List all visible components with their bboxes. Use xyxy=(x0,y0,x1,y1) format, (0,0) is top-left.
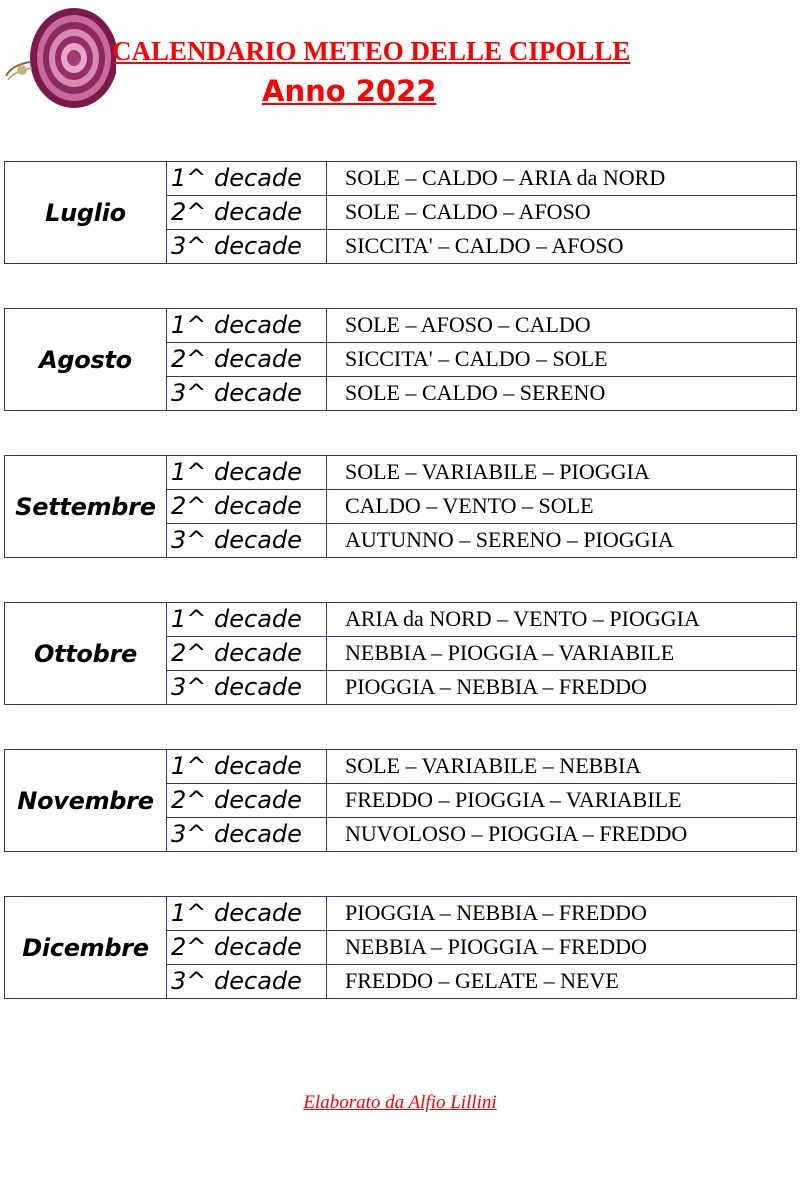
decade-label: 2^ decade xyxy=(167,490,327,524)
month-table-luglio xyxy=(4,161,797,264)
weather-forecast: SOLE – VARIABILE – PIOGGIA xyxy=(327,456,797,490)
weather-forecast: SOLE – CALDO – AFOSO xyxy=(327,196,797,230)
weather-forecast: FREDDO – GELATE – NEVE xyxy=(327,965,797,999)
weather-forecast: NEBBIA – PIOGGIA – VARIABILE xyxy=(327,637,797,671)
weather-forecast: AUTUNNO – SERENO – PIOGGIA xyxy=(327,524,797,558)
month-table-ottobre xyxy=(4,602,797,705)
weather-forecast: NEBBIA – PIOGGIA – FREDDO xyxy=(327,931,797,965)
weather-forecast: PIOGGIA – NEBBIA – FREDDO xyxy=(327,671,797,705)
weather-forecast: SOLE – CALDO – ARIA da NORD xyxy=(327,162,797,196)
red-onion-icon xyxy=(4,2,116,114)
table-row xyxy=(5,897,797,931)
table-row xyxy=(5,456,797,490)
weather-forecast: NUVOLOSO – PIOGGIA – FREDDO xyxy=(327,818,797,852)
decade-label: 3^ decade xyxy=(167,524,327,558)
weather-forecast: SOLE – VARIABILE – NEBBIA xyxy=(327,750,797,784)
page-title: CALENDARIO METEO DELLE CIPOLLE xyxy=(112,36,631,66)
month-name: Settembre xyxy=(5,456,167,558)
weather-forecast: PIOGGIA – NEBBIA – FREDDO xyxy=(327,897,797,931)
weather-forecast: SICCITA' – CALDO – AFOSO xyxy=(327,230,797,264)
decade-label: 3^ decade xyxy=(167,965,327,999)
month-table-agosto xyxy=(4,308,797,411)
month-name: Ottobre xyxy=(5,603,167,705)
weather-forecast: SICCITA' – CALDO – SOLE xyxy=(327,343,797,377)
month-name: Luglio xyxy=(5,162,167,264)
decade-label: 3^ decade xyxy=(167,377,327,411)
decade-label: 3^ decade xyxy=(167,818,327,852)
decade-label: 2^ decade xyxy=(167,343,327,377)
decade-label: 3^ decade xyxy=(167,671,327,705)
month-table-dicembre xyxy=(4,896,797,999)
table-row xyxy=(5,603,797,637)
table-row xyxy=(5,162,797,196)
decade-label: 1^ decade xyxy=(167,750,327,784)
decade-label: 1^ decade xyxy=(167,162,327,196)
decade-label: 1^ decade xyxy=(167,456,327,490)
weather-forecast: CALDO – VENTO – SOLE xyxy=(327,490,797,524)
table-row xyxy=(5,750,797,784)
decade-label: 3^ decade xyxy=(167,230,327,264)
author-credit: Elaborato da Alfio Lillini xyxy=(303,1092,497,1113)
month-name: Dicembre xyxy=(5,897,167,999)
weather-forecast: FREDDO – PIOGGIA – VARIABILE xyxy=(327,784,797,818)
month-name: Agosto xyxy=(5,309,167,411)
weather-forecast: ARIA da NORD – VENTO – PIOGGIA xyxy=(327,603,797,637)
weather-forecast: SOLE – CALDO – SERENO xyxy=(327,377,797,411)
decade-label: 2^ decade xyxy=(167,637,327,671)
decade-label: 1^ decade xyxy=(167,897,327,931)
year-heading: Anno 2022 xyxy=(262,74,437,108)
decade-label: 1^ decade xyxy=(167,309,327,343)
decade-label: 2^ decade xyxy=(167,196,327,230)
month-table-settembre xyxy=(4,455,797,558)
decade-label: 1^ decade xyxy=(167,603,327,637)
weather-forecast: SOLE – AFOSO – CALDO xyxy=(327,309,797,343)
month-name: Novembre xyxy=(5,750,167,852)
month-table-novembre xyxy=(4,749,797,852)
decade-label: 2^ decade xyxy=(167,931,327,965)
decade-label: 2^ decade xyxy=(167,784,327,818)
table-row xyxy=(5,309,797,343)
